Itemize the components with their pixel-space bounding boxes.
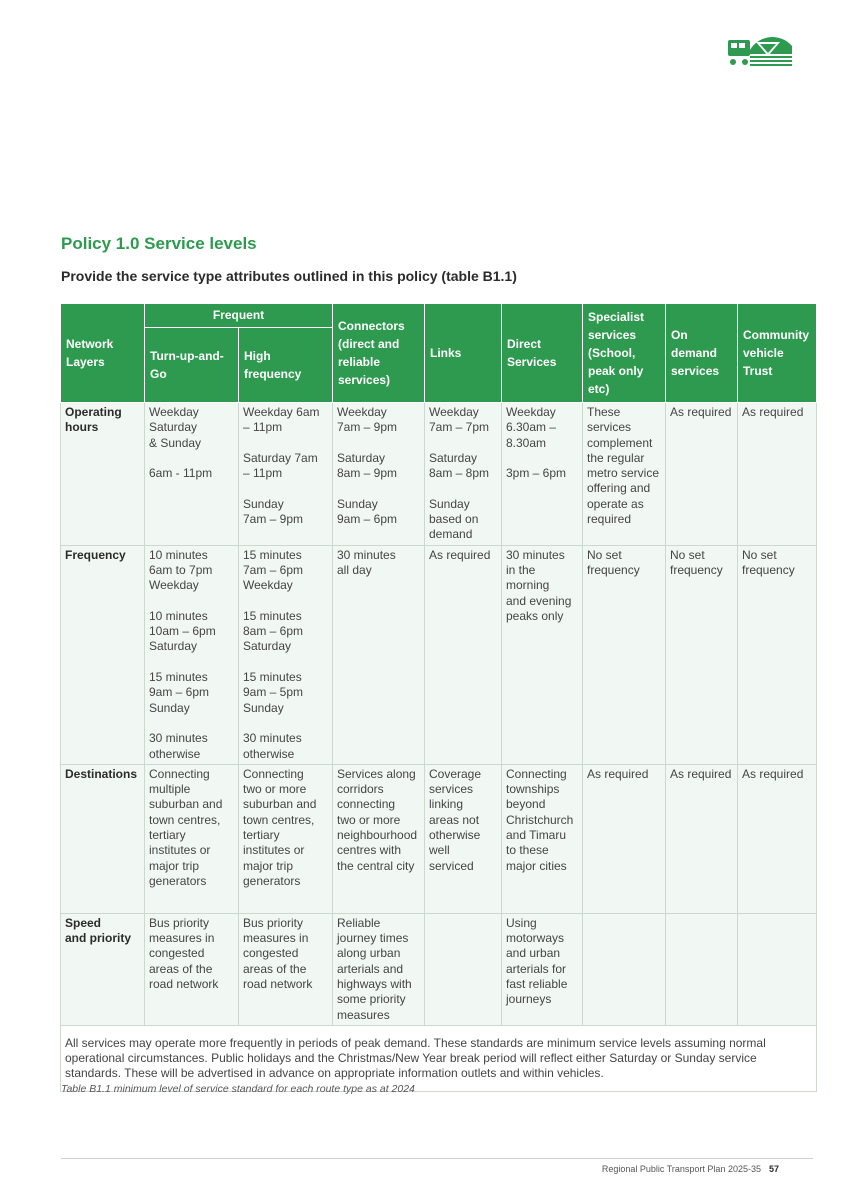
footer-divider — [61, 1158, 813, 1159]
table-cell: As required — [738, 764, 817, 913]
table-cell — [738, 913, 817, 1025]
table-cell — [425, 913, 502, 1025]
table-cell: Services along corridors connecting two or more neighbourhood centres with the central city — [333, 764, 425, 913]
header-specialist: Specialist services (School, peak only etc) — [583, 304, 666, 403]
table-row — [61, 913, 817, 1025]
table-cell: As required — [738, 403, 817, 546]
policy-title: Policy 1.0 Service levels — [61, 234, 257, 253]
row-label: Destinations — [61, 764, 145, 913]
table-cell: Connecting townships beyond Christchurch and Timaru to these major cities — [502, 764, 583, 913]
table-cell: 15 minutes 7am – 6pm Weekday 15 minutes 8am – 6pm Saturday 15 minutes 9am – 5pm Sunday 30 minutes otherwise — [239, 545, 333, 764]
table-cell: As required — [666, 403, 738, 546]
table-cell: No set frequency — [666, 545, 738, 764]
header-on-demand: On demand services — [666, 304, 738, 403]
table-cell — [583, 913, 666, 1025]
table-cell — [666, 913, 738, 1025]
table-row — [61, 403, 817, 546]
table-cell: These services complement the regular metro service offering and operate as required — [583, 403, 666, 546]
table-cell: Connecting two or more suburban and town centres, tertiary institutes or major trip generators — [239, 764, 333, 913]
table-cell: As required — [425, 545, 502, 764]
table-cell: 10 minutes 6am to 7pm Weekday 10 minutes 10am – 6pm Saturday 15 minutes 9am – 6pm Sunday 30 minutes otherwise — [145, 545, 239, 764]
policy-subtitle: Provide the service type attributes outlined in this policy (table B1.1) — [61, 268, 517, 284]
table-cell: No set frequency — [583, 545, 666, 764]
header-turn-up-and-go: Turn-up-and-Go — [145, 327, 239, 402]
table-caption: Table B1.1 minimum level of service standard for each route type as at 2024 — [61, 1083, 415, 1095]
table-cell: Weekday 6.30am – 8.30am 3pm – 6pm — [502, 403, 583, 546]
row-label: Speed and priority — [61, 913, 145, 1025]
table-cell: Coverage services linking areas not otherwise well serviced — [425, 764, 502, 913]
row-label: Operating hours — [61, 403, 145, 546]
header-frequent: Frequent — [145, 304, 333, 328]
table-cell: Weekday Saturday & Sunday 6am - 11pm — [145, 403, 239, 546]
footer-document-title: Regional Public Transport Plan 2025-35 — [601, 1164, 761, 1174]
header-community: Community vehicle Trust — [738, 304, 817, 403]
header-network-layers: Network Layers — [61, 304, 145, 403]
table-cell: As required — [666, 764, 738, 913]
service-levels-table — [60, 303, 817, 1092]
header-high-frequency: High frequency — [239, 327, 333, 402]
page-number: 57 — [768, 1164, 779, 1174]
header-connectors: Connectors (direct and reliable services) — [333, 304, 425, 403]
table-cell: Weekday 7am – 7pm Saturday 8am – 8pm Sunday based on demand — [425, 403, 502, 546]
table-cell: Connecting multiple suburban and town centres, tertiary institutes or major trip generators — [145, 764, 239, 913]
ecan-bus-logo-icon — [726, 26, 794, 70]
table-cell: No set frequency — [738, 545, 817, 764]
table-cell: As required — [583, 764, 666, 913]
header-links: Links — [425, 304, 502, 403]
table-cell: Bus priority measures in congested areas of the road network — [145, 913, 239, 1025]
table-cell: Reliable journey times along urban arterials and highways with some priority measures — [333, 913, 425, 1025]
table-row — [61, 545, 817, 764]
table-cell: 30 minutes all day — [333, 545, 425, 764]
table-cell: Using motorways and urban arterials for fast reliable journeys — [502, 913, 583, 1025]
table-row — [61, 764, 817, 913]
header-direct-services: Direct Services — [502, 304, 583, 403]
table-note: All services may operate more frequently in periods of peak demand. These standards are minimum service levels assuming normal operational circumstances. Public holidays and the Christmas/New Year break period will reflect either Saturday or Sunday service standards. These will be advertised in advance on appropriate information outlets and within vehicles. — [61, 1025, 817, 1091]
footer — [602, 1164, 779, 1174]
table-note-row — [61, 1025, 817, 1091]
table-cell: Weekday 7am – 9pm Saturday 8am – 9pm Sunday 9am – 6pm — [333, 403, 425, 546]
row-label: Frequency — [61, 545, 145, 764]
table-cell: Bus priority measures in congested areas of the road network — [239, 913, 333, 1025]
table-cell: 30 minutes in the morning and evening peaks only — [502, 545, 583, 764]
table-cell: Weekday 6am – 11pm Saturday 7am – 11pm Sunday 7am – 9pm — [239, 403, 333, 546]
